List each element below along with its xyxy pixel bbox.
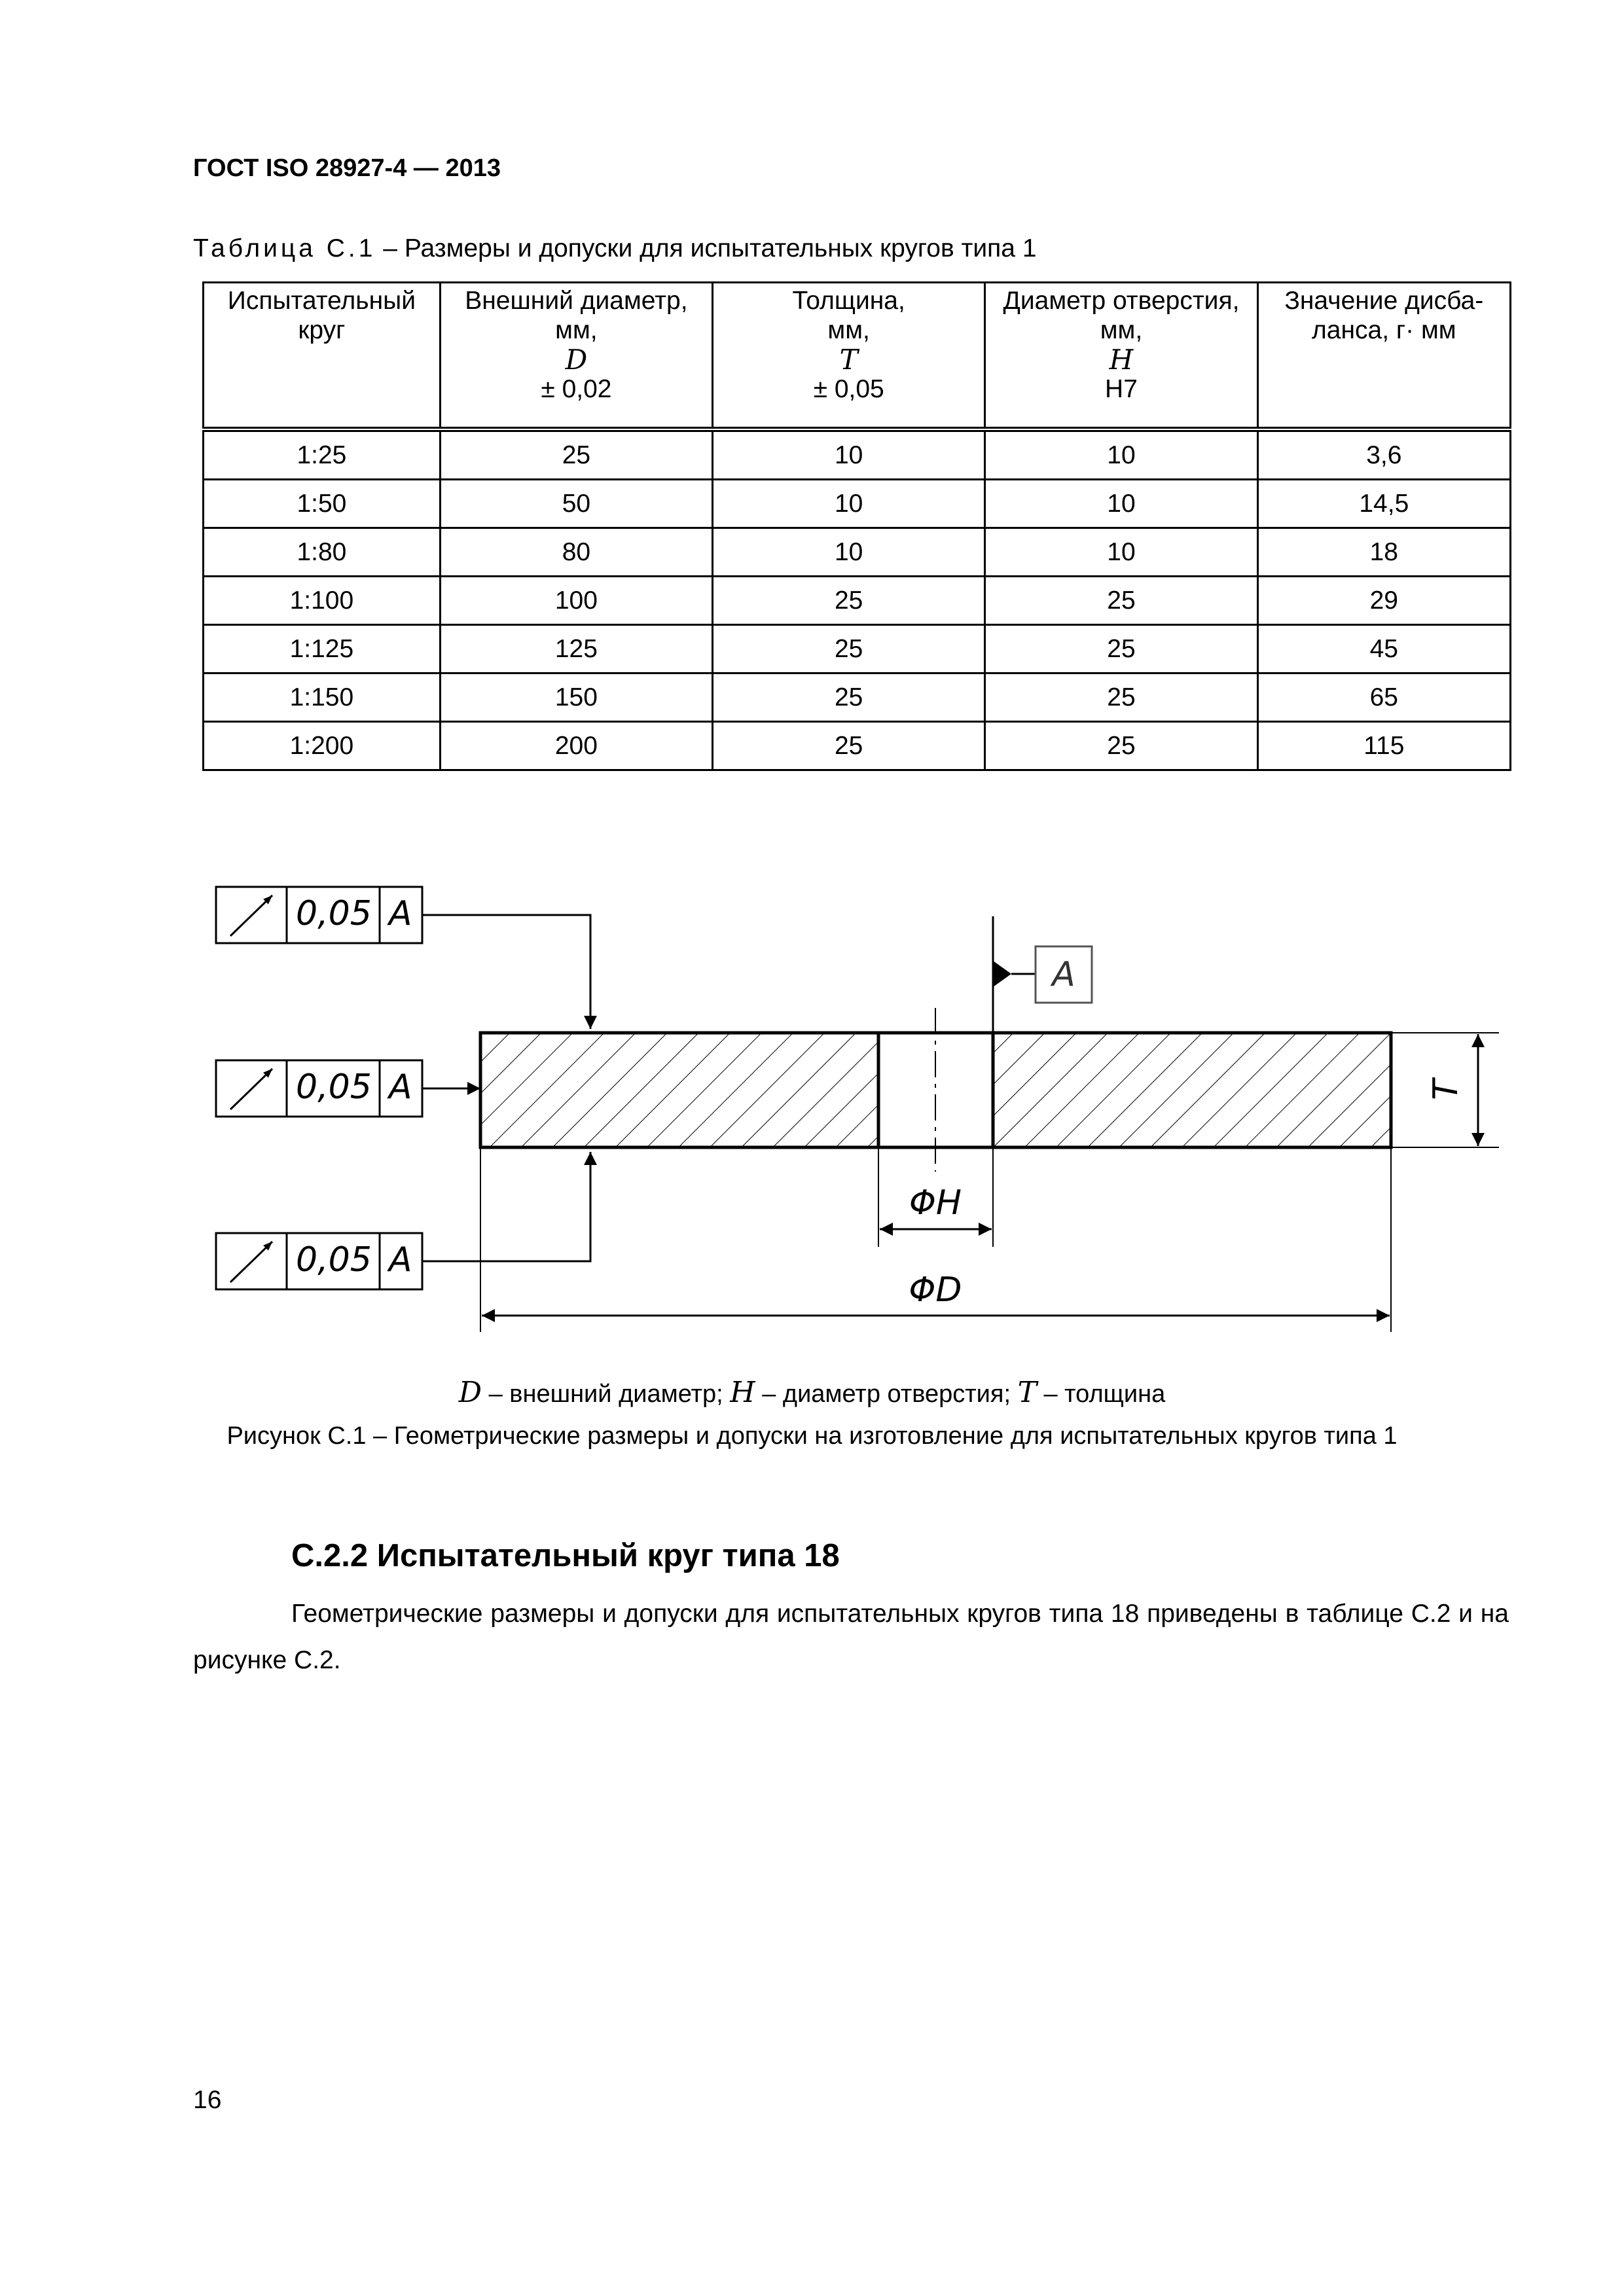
table-cell: 25: [985, 625, 1257, 673]
section-paragraph: Геометрические размеры и допуски для испытательных кругов типа 18 приведены в таблице С.2 и на рисунке С.2.: [193, 1600, 1509, 1674]
datum-reference: A: [389, 894, 412, 933]
symbol-h: H: [1109, 344, 1134, 376]
table-cell: 3,6: [1257, 429, 1510, 480]
table-cell: 10: [985, 480, 1257, 528]
table-cell: 29: [1257, 577, 1510, 625]
runout-symbol-icon: [230, 1242, 272, 1282]
legend-t-text: – толщина: [1036, 1380, 1166, 1408]
table-cell: 200: [440, 722, 712, 770]
table-cell: 25: [440, 429, 712, 480]
tolerance-value: 0,05: [296, 1240, 372, 1280]
table-cell: 1:50: [204, 480, 441, 528]
dimension-d: [480, 1147, 1391, 1332]
table-cell: 10: [713, 429, 985, 480]
table-cell: 14,5: [1257, 480, 1510, 528]
table-cell: 10: [985, 528, 1257, 577]
table-cell: 25: [713, 625, 985, 673]
datum-label: A: [1052, 955, 1075, 994]
legend-h-text: – диаметр отверстия;: [755, 1380, 1018, 1408]
table-cell: 25: [713, 673, 985, 722]
table-cell: 1:25: [204, 429, 441, 480]
leader-line-bottom: [422, 1152, 590, 1261]
table-cell: 25: [713, 722, 985, 770]
runout-symbol-icon: [230, 895, 272, 936]
datum-reference: A: [389, 1067, 412, 1107]
table-caption-label: Таблица С.1: [193, 234, 376, 262]
symbol-t: T: [839, 344, 858, 376]
leader-line-top: [422, 915, 590, 1029]
tolerance-frame: [216, 1060, 422, 1117]
table-cell: 50: [440, 480, 712, 528]
header-cell: Диаметр отверстия, мм, H H7: [985, 283, 1257, 430]
table-cell: 1:200: [204, 722, 441, 770]
table-cell: 18: [1257, 528, 1510, 577]
legend-d-text: – внешний диаметр;: [482, 1380, 731, 1408]
dimension-h-label: ΦH: [909, 1183, 962, 1223]
table-cell: 115: [1257, 722, 1510, 770]
dimension-t: [1391, 1033, 1499, 1147]
tolerance-frame: [216, 1233, 422, 1289]
datum-feature: [993, 916, 1092, 1033]
table-cell: 10: [713, 528, 985, 577]
table-cell: 10: [985, 429, 1257, 480]
table-cell: 150: [440, 673, 712, 722]
section-title: С.2.2 Испытательный круг типа 18: [291, 1538, 840, 1573]
table-cell: 1:150: [204, 673, 441, 722]
runout-symbol-icon: [230, 1069, 272, 1109]
table-cell: 100: [440, 577, 712, 625]
page-number: 16: [193, 2086, 222, 2114]
legend-d-symbol: D: [458, 1376, 482, 1409]
table-cell: 125: [440, 625, 712, 673]
document-header: ГОСТ ISO 28927-4 — 2013: [193, 154, 501, 182]
tolerance-value: 0,05: [296, 1067, 372, 1107]
dimension-t-label: T: [1426, 1079, 1466, 1100]
table-cell: 65: [1257, 673, 1510, 722]
datum-reference: A: [389, 1240, 412, 1280]
figure-caption: Рисунок С.1 – Геометрические размеры и допуски на изготовление для испытательных кругов типа 1: [226, 1422, 1398, 1450]
header-cell: Внешний диаметр, мм, D ± 0,02: [440, 283, 712, 430]
table-cell: 25: [985, 577, 1257, 625]
table-cell: 80: [440, 528, 712, 577]
table-cell: 25: [985, 673, 1257, 722]
figure-legend: [0, 1376, 1624, 1409]
table-cell: 1:80: [204, 528, 441, 577]
dimension-d-label: ΦD: [909, 1270, 962, 1310]
legend-h-symbol: H: [730, 1376, 755, 1409]
header-cell: Толщина, мм, T ± 0,05: [713, 283, 985, 430]
table-cell: 1:125: [204, 625, 441, 673]
header-cell: Значение дисба- ланса, г· мм: [1257, 283, 1510, 430]
table-cell: 25: [985, 722, 1257, 770]
tolerance-value: 0,05: [296, 894, 372, 933]
wheel-cross-section: [480, 1008, 1391, 1172]
table-cell: 25: [713, 577, 985, 625]
legend-t-symbol: T: [1017, 1376, 1037, 1409]
table-cell: 1:100: [204, 577, 441, 625]
table-caption-text: – Размеры и допуски для испытательных кругов типа 1: [376, 234, 1037, 262]
symbol-d: D: [565, 344, 588, 376]
table-cell: 45: [1257, 625, 1510, 673]
tolerance-frame: [216, 887, 422, 943]
header-cell: Испытательный круг: [204, 283, 441, 430]
table-cell: 10: [713, 480, 985, 528]
